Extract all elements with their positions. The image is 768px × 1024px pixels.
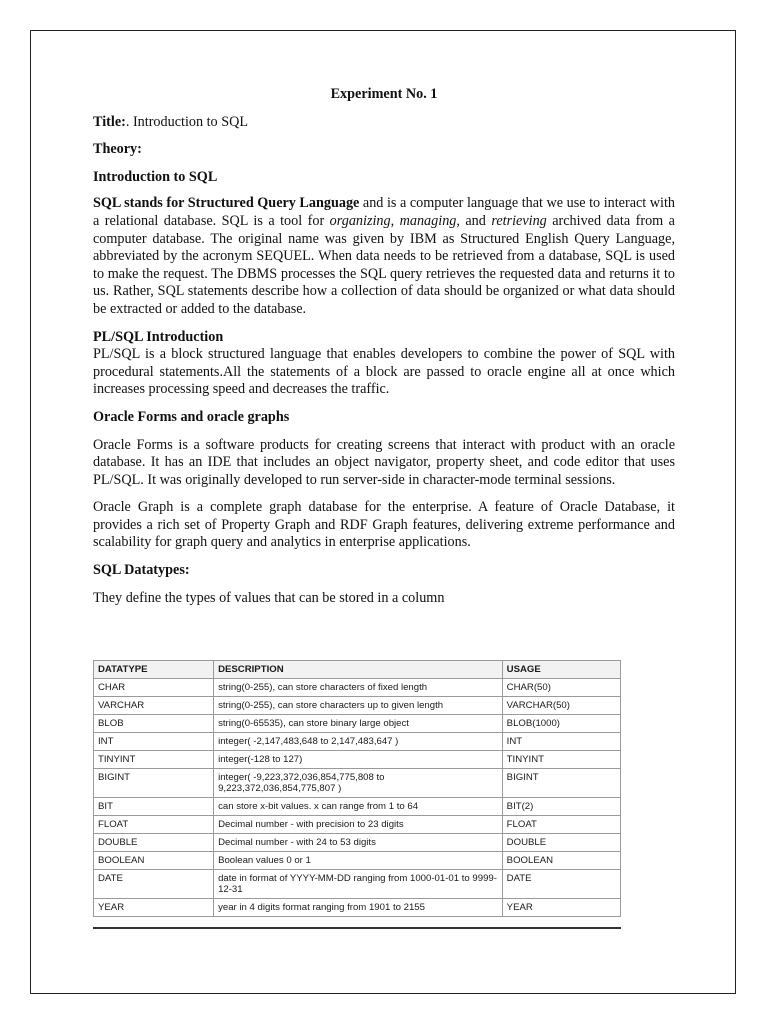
table-row (94, 798, 621, 816)
experiment-number: Experiment No. 1 (330, 86, 438, 102)
title-line (93, 114, 675, 132)
cell-description: string(0-255), can store characters of fixed length (214, 679, 503, 697)
cell-description: can store x-bit values. x can range from 1 to 64 (214, 798, 503, 816)
cell-description: Decimal number - with 24 to 53 digits (214, 834, 503, 852)
cell-description: string(0-255), can store characters up to given length (214, 697, 503, 715)
plsql-paragraph: PL/SQL is a block structured language that enables developers to combine the power of SQL with procedural statements.All the statements of a block are passed to oracle engine all at once which increases processing speed and decreases the traffic. (93, 346, 675, 398)
header-datatype: DATATYPE (94, 661, 214, 679)
table-row (94, 697, 621, 715)
title-value: . Introduction to SQL (125, 113, 249, 130)
intro-text-c: , and (456, 212, 492, 229)
cell-description: string(0-65535), can store binary large object (214, 715, 503, 733)
cell-usage: INT (502, 733, 620, 751)
cell-usage: BIGINT (502, 769, 620, 798)
cell-datatype: DOUBLE (94, 834, 214, 852)
cell-description: Boolean values 0 or 1 (214, 852, 503, 870)
table-header-row (94, 661, 621, 679)
cell-usage: BIT(2) (502, 798, 620, 816)
intro-sql-heading: Introduction to SQL (93, 168, 218, 185)
cell-datatype: FLOAT (94, 816, 214, 834)
header-usage: USAGE (502, 661, 620, 679)
cell-usage: BOOLEAN (502, 852, 620, 870)
intro-italic-retrieving: retrieving (491, 212, 547, 229)
cell-usage: DATE (502, 870, 620, 899)
table-bottom-rule (93, 927, 621, 929)
cell-datatype: INT (94, 733, 214, 751)
cell-description: year in 4 digits format ranging from 1901 to 2155 (214, 899, 503, 917)
cell-datatype: BIT (94, 798, 214, 816)
cell-datatype: BIGINT (94, 769, 214, 798)
intro-text-b: , (390, 212, 400, 229)
oracle-forms-heading: Oracle Forms and oracle graphs (93, 408, 290, 425)
oracle-graph-paragraph: Oracle Graph is a complete graph database for the enterprise. A feature of Oracle Database, it provides a rich set of Property Graph and RDF Graph features, delivering extreme performance and scalability for graph query and analytics in enterprise applications. (93, 499, 675, 551)
cell-datatype: BOOLEAN (94, 852, 214, 870)
cell-datatype: VARCHAR (94, 697, 214, 715)
cell-datatype: DATE (94, 870, 214, 899)
table-row (94, 834, 621, 852)
cell-datatype: CHAR (94, 679, 214, 697)
table-row (94, 816, 621, 834)
cell-usage: VARCHAR(50) (502, 697, 620, 715)
table-row (94, 852, 621, 870)
datatypes-intro: They define the types of values that can be stored in a column (93, 589, 445, 606)
plsql-heading: PL/SQL Introduction (93, 328, 224, 345)
intro-italic-managing: managing (399, 212, 457, 229)
table-row (94, 715, 621, 733)
header-description: DESCRIPTION (214, 661, 503, 679)
cell-description: integer( -9,223,372,036,854,775,808 to 9,223,372,036,854,775,807 ) (214, 769, 503, 798)
title-label: Title: (93, 113, 126, 130)
cell-usage: FLOAT (502, 816, 620, 834)
table-row (94, 679, 621, 697)
table-row (94, 870, 621, 899)
cell-datatype: YEAR (94, 899, 214, 917)
datatypes-table (93, 660, 621, 917)
sql-datatypes-heading: SQL Datatypes: (93, 562, 190, 579)
intro-text-d: archived data from a computer database. The original name was given by IBM as Structured English Query Language, abbreviated by the acronym SEQUEL. When data needs to be retrieved from a database, SQL is used to make the request. The DBMS processes the SQL query retrieves the requested data and returns it to us. Rather, SQL statements describe how a collection of data should be organized or what data should be extracted or added to the database. (93, 212, 675, 317)
table-row (94, 733, 621, 751)
intro-sql-paragraph (93, 195, 675, 318)
table-row (94, 751, 621, 769)
intro-italic-organizing: organizing (329, 212, 391, 229)
cell-usage: DOUBLE (502, 834, 620, 852)
theory-heading: Theory: (93, 141, 142, 158)
sql-definition-bold: SQL stands for Structured Query Language (93, 195, 360, 212)
cell-usage: BLOB(1000) (502, 715, 620, 733)
cell-description: integer( -2,147,483,648 to 2,147,483,647 ) (214, 733, 503, 751)
cell-description: integer(-128 to 127) (214, 751, 503, 769)
document-body (93, 86, 675, 617)
cell-usage: YEAR (502, 899, 620, 917)
cell-usage: CHAR(50) (502, 679, 620, 697)
cell-datatype: TINYINT (94, 751, 214, 769)
cell-usage: TINYINT (502, 751, 620, 769)
cell-datatype: BLOB (94, 715, 214, 733)
table-row (94, 769, 621, 798)
table-row (94, 899, 621, 917)
cell-description: Decimal number - with precision to 23 digits (214, 816, 503, 834)
cell-description: date in format of YYYY-MM-DD ranging from 1000-01-01 to 9999-12-31 (214, 870, 503, 899)
intro-text-a: and is a computer language that we use to interact with a relational database. SQL is a tool for (93, 195, 676, 229)
oracle-forms-paragraph: Oracle Forms is a software products for creating screens that interact with product with an oracle database. It has an IDE that includes an object navigator, property sheet, and code editor that uses PL/SQL. It was originally developed to run server-side in character-mode terminal sessions. (93, 436, 675, 488)
